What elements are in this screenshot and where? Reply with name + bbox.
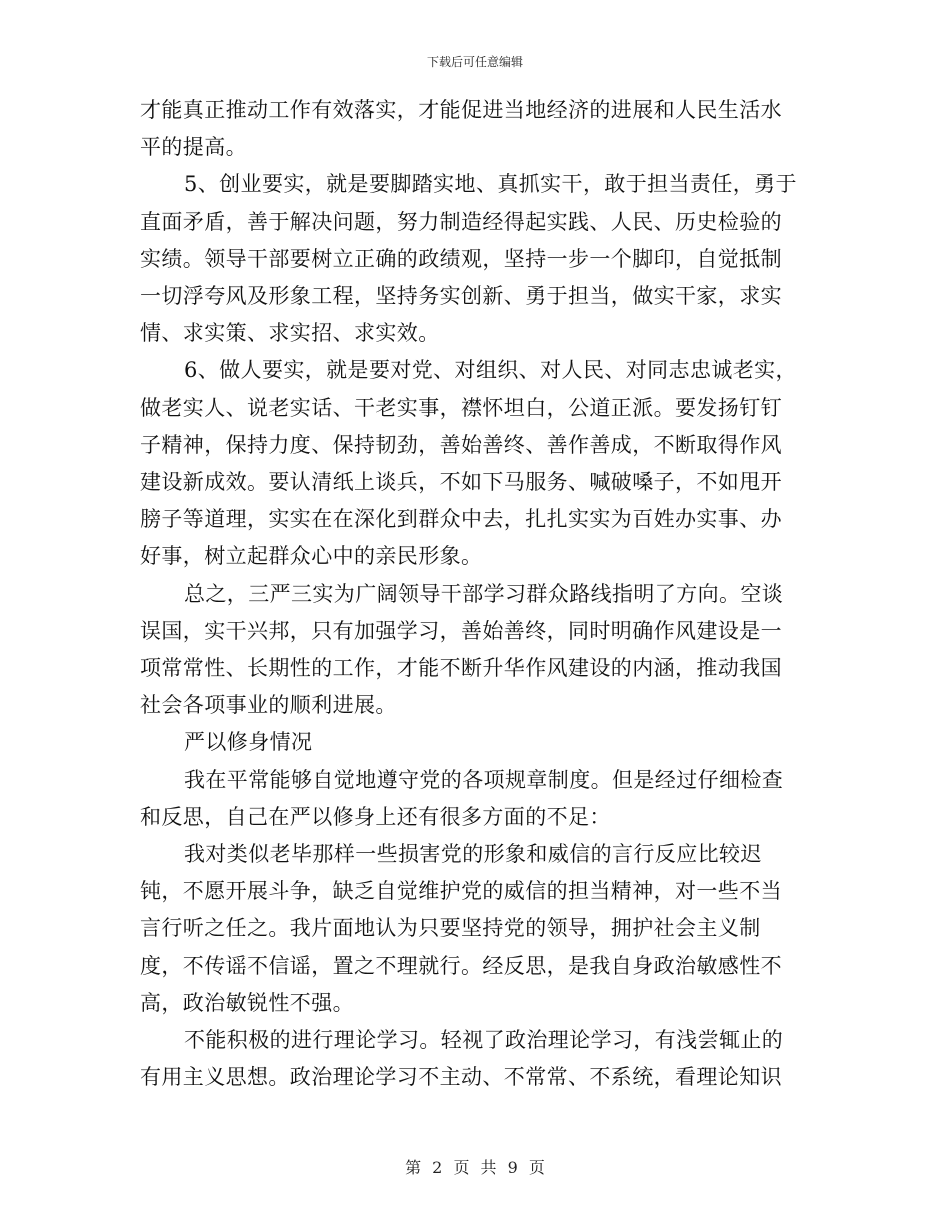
- paragraph: 我在平常能够自觉地遵守党的各项规章制度。但是经过仔细检查和反思，自己在严以修身上还有很多方面的不足：: [140, 767, 784, 829]
- page-header: 下载后可任意编辑: [426, 55, 523, 69]
- section-heading: 严以修身情况: [184, 730, 313, 755]
- document-body: [140, 92, 800, 1096]
- paragraph: 我对类似老毕那样一些损害党的形象和威信的言行反应比较迟钝，不愿开展斗争，缺乏自觉维护党的威信的担当精神，对一些不当言行听之任之。我片面地认为只要坚持党的领导，拥护社会主义制度，不传谣不信谣，置之不理就行。经反思，是我自身政治敏感性不高，政治敏锐性不强。: [140, 842, 782, 1015]
- paragraph: 总之，三严三实为广阔领导干部学习群众路线指明了方向。空谈误国，实干兴邦，只有加强学习，善始善终，同时明确作风建设是一项常常性、长期性的工作，才能不断升华作风建设的内涵，推动我国社会各项事业的顺利进展。: [140, 581, 784, 718]
- paragraph: 不能积极的进行理论学习。轻视了政治理论学习，有浅尝辄止的有用主义思想。政治理论学习不主动、不常常、不系统，看理论知识: [140, 1028, 784, 1090]
- paragraph: 6、做人要实，就是要对党、对组织、对人民、对同志忠诚老实，做老实人、说老实话、干老实事，襟怀坦白，公道正派。要发扬钉钉子精神，保持力度、保持韧劲，善始善终、善作善成，不断取得作风建设新成效。要认清纸上谈兵，不如下马服务、喊破嗓子，不如甩开膀子等道理，实实在在深化到群众中去，扎扎实实为百姓办实事、办好事，树立起群众心中的亲民形象。: [140, 358, 797, 569]
- page-footer: 第 2 页 共 9 页: [405, 1158, 545, 1177]
- paragraph: 5、创业要实，就是要脚踏实地、真抓实干，敢于担当责任，勇于直面矛盾，善于解决问题，努力制造经得起实践、人民、历史检验的实绩。领导干部要树立正确的政绩观，坚持一步一个脚印，自觉抵制一切浮夸风及形象工程，坚持务实创新、勇于担当，做实干家，求实情、求实策、求实招、求实效。: [140, 172, 797, 346]
- paragraph: 才能真正推动工作有效落实，才能促进当地经济的进展和人民生活水平的提高。: [140, 98, 782, 160]
